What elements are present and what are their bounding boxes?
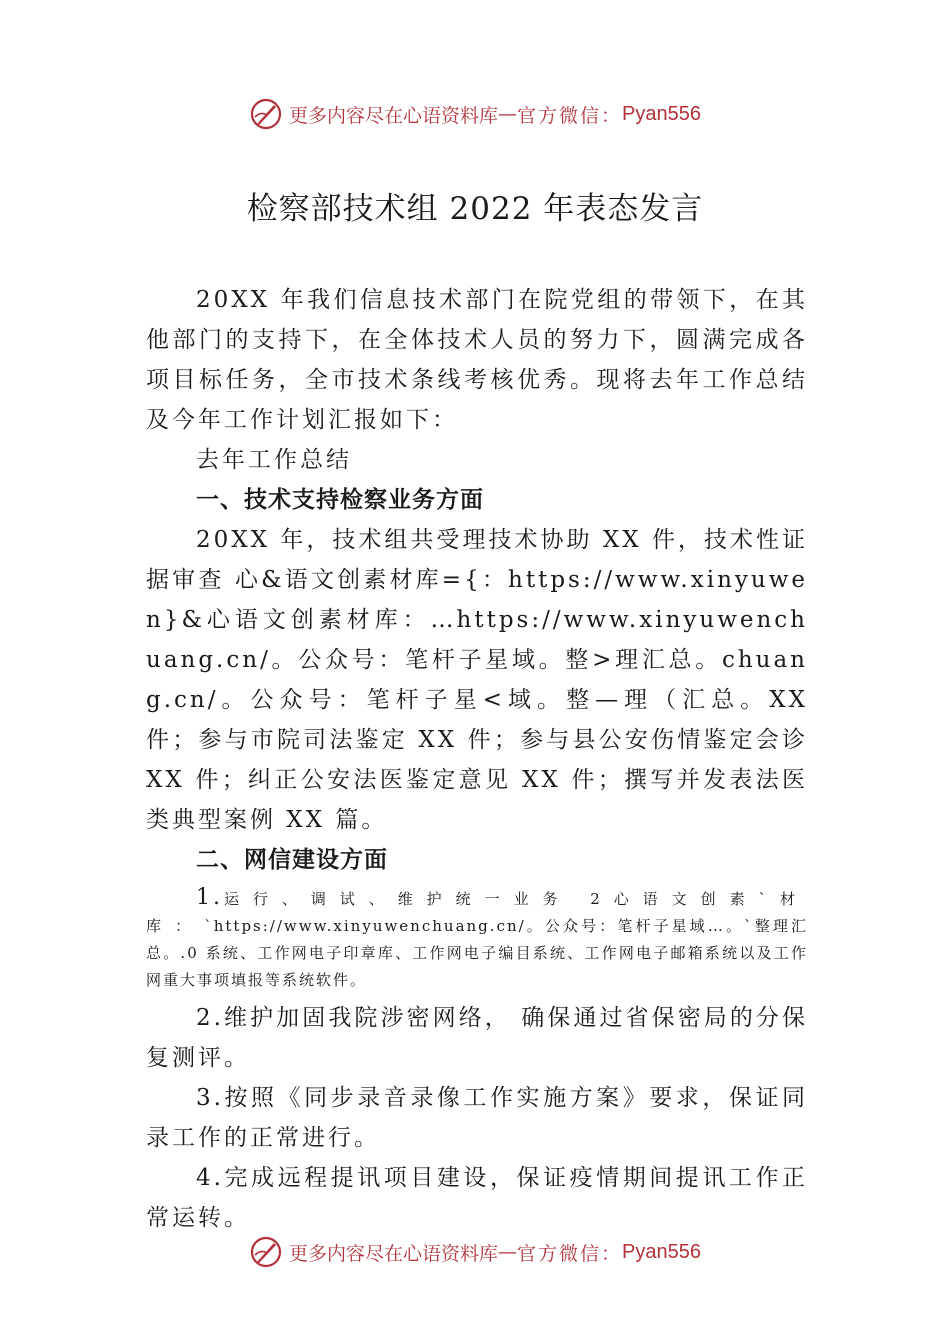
item1-rest-text: `https://www.xinyuwenchuang.cn/。公众号：笔杆子星域…。`整理汇总。.0 系统、工作网电子印章库、工作网电子编目系统、工作网电子邮箱系统以及工作网重大事项填报等系统软件。 [146, 917, 808, 989]
section1-body: 20XX 年，技术组共受理技术协助 XX 件，技术性证据审查 心&语文创素材库={：https://www.xinyuwen}&心语文创素材库：…https://www.xinyuwenchuang.cn/。公众号：笔杆子星域。整>理汇总。chuang.cn/。公众号：笔杆子星<域。整—理（汇总。XX 件；参与市院司法鉴定 XX 件；参与县公安伤情鉴定会诊 XX 件；纠正公安法医鉴定意见 XX 件；撰写并发表法医类典型案例 XX 篇。 [146, 527, 808, 833]
quill-logo-icon [249, 1235, 283, 1269]
header-watermark-banner [0, 94, 950, 134]
document-body [146, 280, 808, 1238]
banner-wechat-label: 官方微信： [517, 1242, 623, 1265]
section1-heading: 一、技术支持检察业务方面 [196, 487, 484, 513]
document-title: 检察部技术组 2022 年表态发言 [246, 191, 704, 227]
item4-paragraph: 4.完成远程提讯项目建设，保证疫情期间提讯工作正常运转。 [146, 1165, 808, 1231]
banner-wechat-id: Pyan556 [622, 1240, 701, 1263]
banner-brand-text: 更多内容尽在心语资料库 [289, 1242, 499, 1265]
quill-logo-icon [249, 97, 283, 131]
item2-paragraph: 2.维护加固我院涉密网络， 确保通过省保密局的分保复测评。 [146, 1005, 808, 1071]
footer-watermark-banner [0, 1232, 950, 1272]
banner-dash: — [498, 1241, 518, 1263]
banner-wechat-label: 官方微信： [517, 104, 623, 127]
banner-wechat-id: Pyan556 [622, 102, 701, 125]
item1-paragraph [146, 884, 808, 994]
intro-paragraph: 20XX 年我们信息技术部门在院党组的带领下，在其他部门的支持下，在全体技术人员的努力下，圆满完成各项目标任务，全市技术条线考核优秀。现将去年工作总结及今年工作计划汇报如下： [146, 287, 808, 433]
section2-heading: 二、网信建设方面 [196, 847, 388, 873]
item1-number: 1. [196, 885, 223, 910]
banner-brand-text: 更多内容尽在心语资料库 [289, 104, 499, 127]
item1-spread-text: 运行、调试、维护统一业务 2心语文创素`材库： [146, 890, 808, 935]
summary-label: 去年工作总结 [196, 447, 352, 473]
banner-dash: — [498, 103, 518, 125]
item3-paragraph: 3.按照《同步录音录像工作实施方案》要求，保证同录工作的正常进行。 [146, 1085, 808, 1151]
